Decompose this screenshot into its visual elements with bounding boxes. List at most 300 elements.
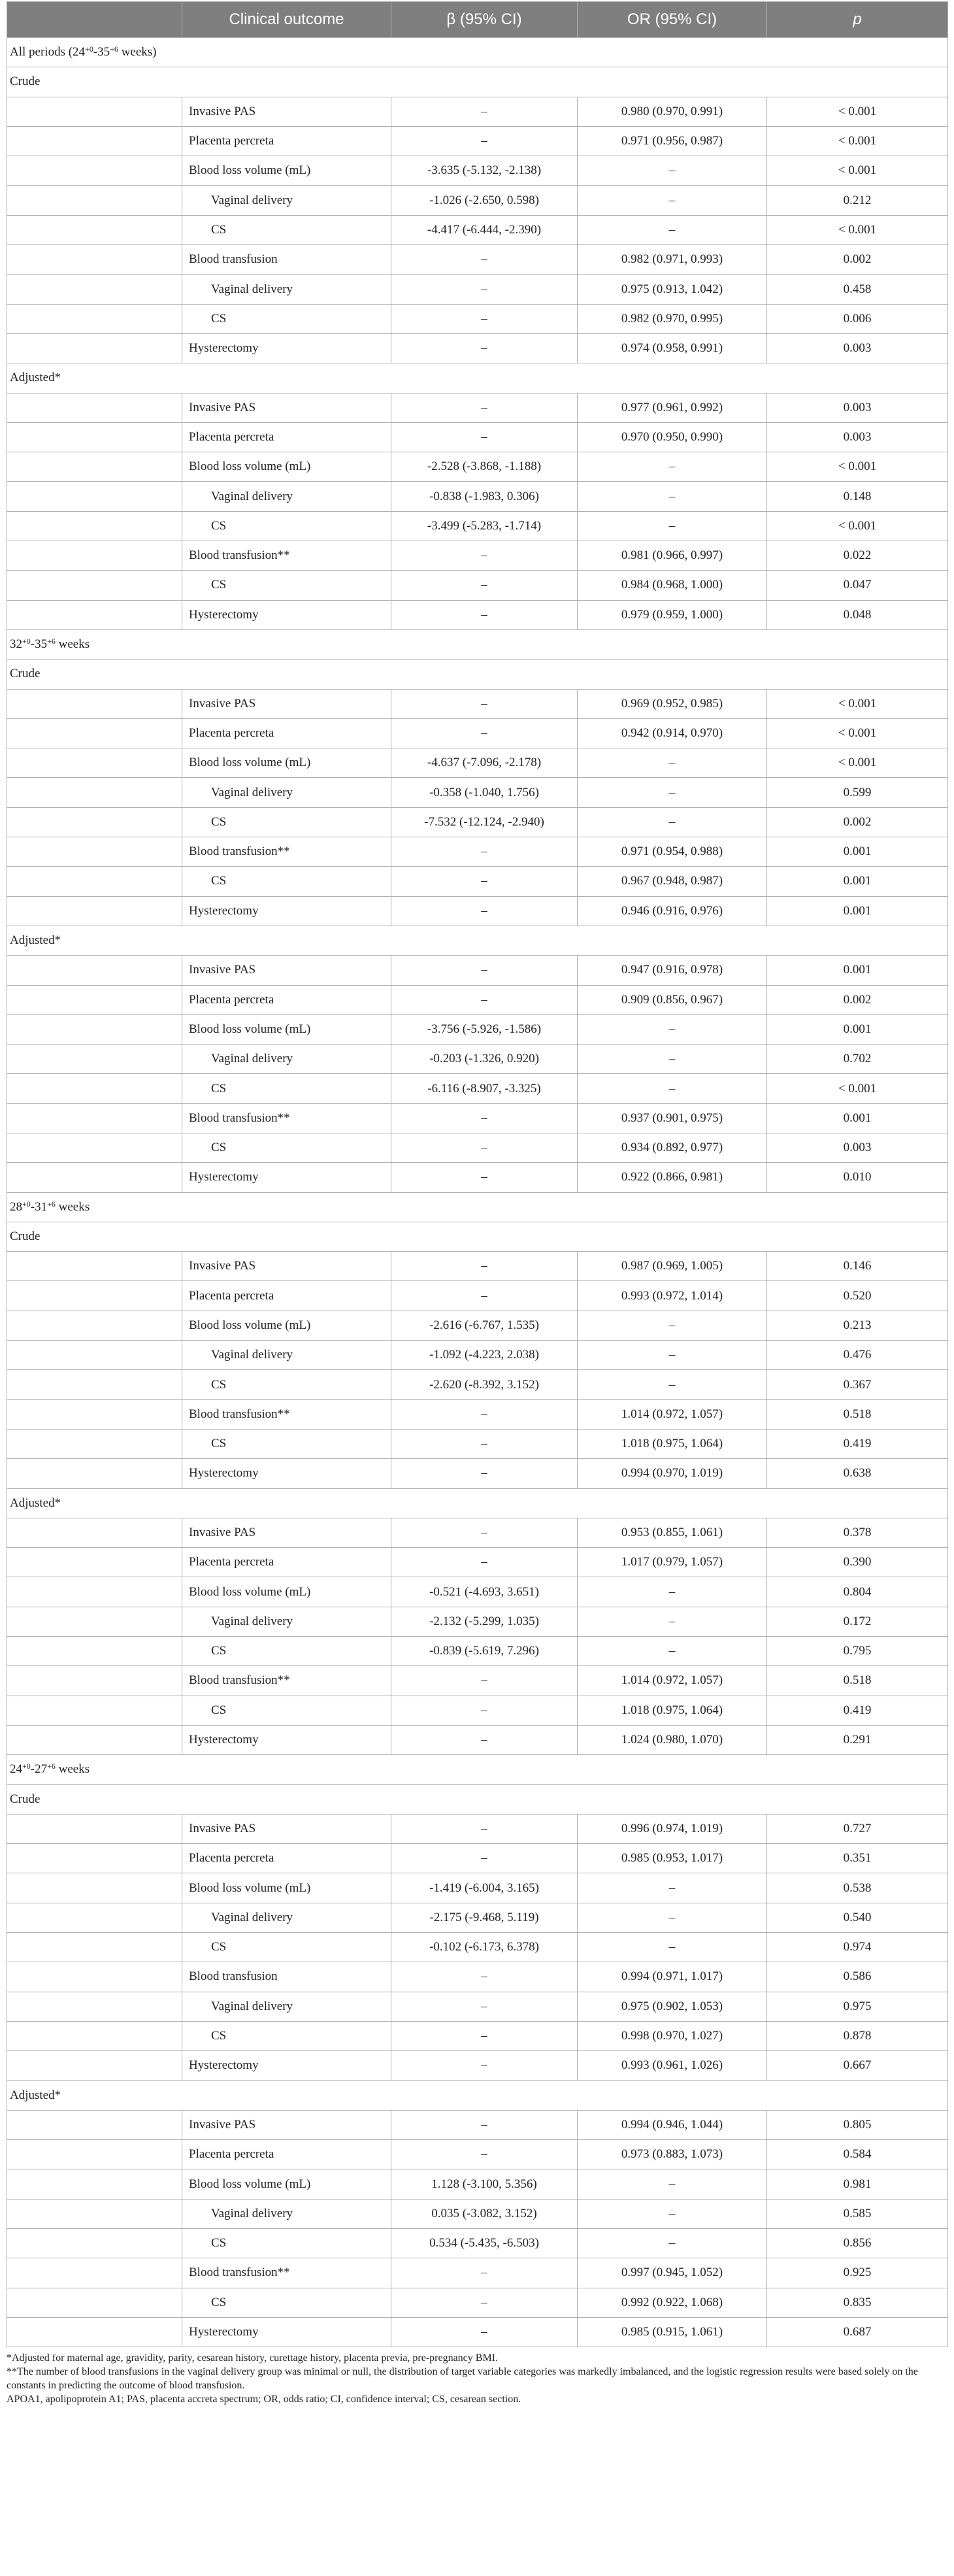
or-cell: – xyxy=(578,511,767,541)
row-indent-cell xyxy=(7,2169,182,2199)
table-row xyxy=(7,1873,948,1903)
or-cell: 0.993 (0.972, 1.014) xyxy=(578,1281,767,1311)
or-cell: – xyxy=(578,156,767,186)
or-cell: 0.979 (0.959, 1.000) xyxy=(578,600,767,629)
outcome-cell: CS xyxy=(182,1696,391,1725)
p-value-cell: 0.003 xyxy=(767,333,948,363)
p-value-cell: 0.001 xyxy=(767,896,948,926)
p-value-cell: 0.599 xyxy=(767,778,948,807)
period-label: $32^{+0}-35^{+6}$ weeks xyxy=(7,629,948,659)
or-cell: 1.018 (0.975, 1.064) xyxy=(578,1429,767,1458)
table-row xyxy=(7,748,948,778)
row-indent-cell xyxy=(7,1045,182,1074)
row-indent-cell xyxy=(7,1399,182,1429)
model-header-row xyxy=(7,2081,948,2110)
table-row xyxy=(7,1341,948,1370)
or-cell: 0.909 (0.856, 0.967) xyxy=(578,985,767,1014)
row-indent-cell xyxy=(7,1311,182,1340)
row-indent-cell xyxy=(7,1873,182,1903)
or-cell: – xyxy=(578,1873,767,1903)
p-value-cell: 0.458 xyxy=(767,275,948,304)
beta-cell: – xyxy=(391,1459,578,1488)
table-row xyxy=(7,97,948,126)
row-indent-cell xyxy=(7,2199,182,2228)
or-cell: 0.994 (0.971, 1.017) xyxy=(578,1962,767,1992)
outcome-cell: Blood loss volume (mL) xyxy=(182,452,391,482)
p-value-cell: 0.419 xyxy=(767,1696,948,1725)
p-value-cell: 0.638 xyxy=(767,1459,948,1488)
or-cell: – xyxy=(578,1341,767,1370)
model-label: Adjusted* xyxy=(7,1488,948,1518)
beta-cell: -2.616 (-6.767, 1.535) xyxy=(391,1311,578,1340)
or-cell: 0.982 (0.970, 0.995) xyxy=(578,304,767,333)
outcome-cell: CS xyxy=(182,867,391,896)
row-indent-cell xyxy=(7,156,182,186)
table-row xyxy=(7,541,948,571)
table-body xyxy=(7,38,948,2347)
p-value-cell: 0.538 xyxy=(767,1873,948,1903)
row-indent-cell xyxy=(7,1992,182,2021)
p-value-cell: 0.419 xyxy=(767,1429,948,1458)
table-row xyxy=(7,186,948,215)
p-value-cell: 0.727 xyxy=(767,1814,948,1843)
outcome-cell: Vaginal delivery xyxy=(182,186,391,215)
beta-cell: – xyxy=(391,600,578,629)
row-indent-cell xyxy=(7,1577,182,1607)
row-indent-cell xyxy=(7,1163,182,1192)
beta-cell: 0.534 (-5.435, -6.503) xyxy=(391,2228,578,2258)
row-indent-cell xyxy=(7,1637,182,1666)
outcome-cell: Blood transfusion** xyxy=(182,541,391,571)
p-value-cell: 0.001 xyxy=(767,956,948,985)
table-row xyxy=(7,126,948,156)
p-value-cell: 0.805 xyxy=(767,2110,948,2139)
outcome-cell: Blood loss volume (mL) xyxy=(182,1873,391,1903)
row-indent-cell xyxy=(7,275,182,304)
page xyxy=(7,0,947,2406)
row-indent-cell xyxy=(7,985,182,1014)
outcome-cell: Invasive PAS xyxy=(182,1814,391,1843)
p-value-cell: 0.001 xyxy=(767,867,948,896)
model-label: Crude xyxy=(7,1222,948,1251)
beta-cell: – xyxy=(391,1992,578,2021)
table-row xyxy=(7,2228,948,2258)
row-indent-cell xyxy=(7,186,182,215)
table-row xyxy=(7,867,948,896)
row-indent-cell xyxy=(7,1696,182,1725)
table-row xyxy=(7,2021,948,2050)
p-value-cell: 0.048 xyxy=(767,600,948,629)
or-cell: 0.971 (0.956, 0.987) xyxy=(578,126,767,156)
beta-cell: -1.026 (-2.650, 0.598) xyxy=(391,186,578,215)
beta-cell: – xyxy=(391,985,578,1014)
or-cell: 0.922 (0.866, 0.981) xyxy=(578,1163,767,1192)
outcome-cell: Vaginal delivery xyxy=(182,2199,391,2228)
or-cell: – xyxy=(578,1607,767,1636)
p-value-cell: 0.586 xyxy=(767,1962,948,1992)
outcome-cell: Blood transfusion xyxy=(182,245,391,275)
outcome-cell: Invasive PAS xyxy=(182,393,391,422)
p-value-cell: 0.148 xyxy=(767,482,948,511)
p-value-cell: 0.002 xyxy=(767,807,948,837)
table-row xyxy=(7,985,948,1014)
beta-cell: – xyxy=(391,1429,578,1458)
outcome-cell: Blood loss volume (mL) xyxy=(182,1014,391,1044)
beta-cell: – xyxy=(391,1252,578,1281)
outcome-cell: Blood transfusion** xyxy=(182,837,391,867)
period-header-row xyxy=(7,1192,948,1222)
outcome-cell: CS xyxy=(182,807,391,837)
row-indent-cell xyxy=(7,896,182,926)
outcome-cell: Blood loss volume (mL) xyxy=(182,2169,391,2199)
table-row xyxy=(7,896,948,926)
period-label: $24^{+0}-27^{+6}$ weeks xyxy=(7,1755,948,1784)
outcome-cell: Invasive PAS xyxy=(182,689,391,718)
table-row xyxy=(7,1133,948,1162)
p-value-cell: < 0.001 xyxy=(767,689,948,718)
beta-cell: – xyxy=(391,571,578,600)
model-label: Crude xyxy=(7,67,948,97)
table-row xyxy=(7,1252,948,1281)
or-cell: 0.992 (0.922, 1.068) xyxy=(578,2288,767,2317)
beta-cell: – xyxy=(391,1103,578,1133)
p-value-cell: 0.001 xyxy=(767,837,948,867)
table-row xyxy=(7,1548,948,1577)
or-cell: – xyxy=(578,1370,767,1399)
row-indent-cell xyxy=(7,1607,182,1636)
outcome-cell: Placenta percreta xyxy=(182,422,391,452)
beta-cell: – xyxy=(391,867,578,896)
or-cell: 0.993 (0.961, 1.026) xyxy=(578,2051,767,2081)
beta-cell: – xyxy=(391,245,578,275)
table-row xyxy=(7,2199,948,2228)
p-value-cell: 0.518 xyxy=(767,1666,948,1696)
results-table xyxy=(7,1,948,2347)
p-value-cell: 0.146 xyxy=(767,1252,948,1281)
table-row xyxy=(7,837,948,867)
beta-cell: -3.756 (-5.926, -1.586) xyxy=(391,1014,578,1044)
row-indent-cell xyxy=(7,126,182,156)
beta-cell: – xyxy=(391,126,578,156)
row-indent-cell xyxy=(7,215,182,244)
or-cell: 0.967 (0.948, 0.987) xyxy=(578,867,767,896)
row-indent-cell xyxy=(7,837,182,867)
outcome-cell: CS xyxy=(182,304,391,333)
period-header-row xyxy=(7,629,948,659)
table-header xyxy=(7,2,948,38)
row-indent-cell xyxy=(7,333,182,363)
header-beta-ci: β (95% CI) xyxy=(391,2,578,38)
p-value-cell: 0.351 xyxy=(767,1844,948,1873)
model-label: Adjusted* xyxy=(7,2081,948,2110)
table-row xyxy=(7,1903,948,1932)
or-cell: 0.994 (0.946, 1.044) xyxy=(578,2110,767,2139)
row-indent-cell xyxy=(7,97,182,126)
row-indent-cell xyxy=(7,748,182,778)
table-row xyxy=(7,1103,948,1133)
beta-cell: – xyxy=(391,275,578,304)
or-cell: – xyxy=(578,2199,767,2228)
model-header-row xyxy=(7,660,948,689)
or-cell: 0.994 (0.970, 1.019) xyxy=(578,1459,767,1488)
or-cell: 0.937 (0.901, 0.975) xyxy=(578,1103,767,1133)
or-cell: 1.024 (0.980, 1.070) xyxy=(578,1725,767,1754)
beta-cell: – xyxy=(391,1281,578,1311)
outcome-cell: Invasive PAS xyxy=(182,1252,391,1281)
table-row xyxy=(7,1844,948,1873)
p-value-cell: 0.003 xyxy=(767,1133,948,1162)
table-row xyxy=(7,422,948,452)
or-cell: 0.970 (0.950, 0.990) xyxy=(578,422,767,452)
table-row xyxy=(7,1607,948,1636)
p-value-cell: < 0.001 xyxy=(767,126,948,156)
beta-cell: – xyxy=(391,2051,578,2081)
row-indent-cell xyxy=(7,1459,182,1488)
or-cell: 0.975 (0.902, 1.053) xyxy=(578,1992,767,2021)
or-cell: – xyxy=(578,1074,767,1103)
outcome-cell: Invasive PAS xyxy=(182,1518,391,1547)
beta-cell: – xyxy=(391,1696,578,1725)
p-value-cell: 0.540 xyxy=(767,1903,948,1932)
p-value-cell: 0.010 xyxy=(767,1163,948,1192)
outcome-cell: Invasive PAS xyxy=(182,956,391,985)
row-indent-cell xyxy=(7,1548,182,1577)
model-label: Crude xyxy=(7,1784,948,1814)
or-cell: 0.996 (0.974, 1.019) xyxy=(578,1814,767,1843)
table-row xyxy=(7,1992,948,2021)
table-row xyxy=(7,393,948,422)
outcome-cell: CS xyxy=(182,571,391,600)
beta-cell: -6.116 (-8.907, -3.325) xyxy=(391,1074,578,1103)
outcome-cell: Invasive PAS xyxy=(182,97,391,126)
beta-cell: -7.532 (-12.124, -2.940) xyxy=(391,807,578,837)
p-value-cell: 0.022 xyxy=(767,541,948,571)
beta-cell: – xyxy=(391,689,578,718)
or-cell: – xyxy=(578,2228,767,2258)
outcome-cell: Hysterectomy xyxy=(182,1163,391,1192)
outcome-cell: Placenta percreta xyxy=(182,126,391,156)
table-row xyxy=(7,156,948,186)
row-indent-cell xyxy=(7,482,182,511)
outcome-cell: Hysterectomy xyxy=(182,1725,391,1754)
table-row xyxy=(7,571,948,600)
table-row xyxy=(7,1045,948,1074)
p-value-cell: 0.925 xyxy=(767,2258,948,2288)
row-indent-cell xyxy=(7,2110,182,2139)
table-row xyxy=(7,1933,948,1962)
row-indent-cell xyxy=(7,1281,182,1311)
row-indent-cell xyxy=(7,689,182,718)
table-row xyxy=(7,2258,948,2288)
row-indent-cell xyxy=(7,867,182,896)
p-value-cell: 0.002 xyxy=(767,245,948,275)
row-indent-cell xyxy=(7,1814,182,1843)
beta-cell: -3.635 (-5.132, -2.138) xyxy=(391,156,578,186)
table-row xyxy=(7,2110,948,2139)
outcome-cell: Vaginal delivery xyxy=(182,1992,391,2021)
outcome-cell: CS xyxy=(182,2288,391,2317)
or-cell: – xyxy=(578,807,767,837)
or-cell: 0.946 (0.916, 0.976) xyxy=(578,896,767,926)
outcome-cell: Blood loss volume (mL) xyxy=(182,748,391,778)
beta-cell: -0.358 (-1.040, 1.756) xyxy=(391,778,578,807)
beta-cell: -1.092 (-4.223, 2.038) xyxy=(391,1341,578,1370)
row-indent-cell xyxy=(7,1341,182,1370)
row-indent-cell xyxy=(7,2051,182,2081)
footnote-transfusion: **The number of blood transfusions in the vaginal delivery group was minimal or null, the distribution of target variable categories was markedly imbalanced, and the logistic regression results were based solely on the constants in predicting the outcome of blood transfusion. xyxy=(7,2366,918,2392)
table-row xyxy=(7,1014,948,1044)
or-cell: 1.014 (0.972, 1.057) xyxy=(578,1666,767,1696)
or-cell: 0.953 (0.855, 1.061) xyxy=(578,1518,767,1547)
table-row xyxy=(7,482,948,511)
row-indent-cell xyxy=(7,2021,182,2050)
table-row xyxy=(7,956,948,985)
row-indent-cell xyxy=(7,600,182,629)
p-value-cell: 0.172 xyxy=(767,1607,948,1636)
table-row xyxy=(7,2317,948,2347)
beta-cell: – xyxy=(391,333,578,363)
header-row xyxy=(7,2,948,38)
or-cell: 0.982 (0.971, 0.993) xyxy=(578,245,767,275)
outcome-cell: CS xyxy=(182,1637,391,1666)
model-header-row xyxy=(7,363,948,393)
row-indent-cell xyxy=(7,1903,182,1932)
row-indent-cell xyxy=(7,807,182,837)
or-cell: – xyxy=(578,748,767,778)
outcome-cell: CS xyxy=(182,1933,391,1962)
p-value-cell: 0.291 xyxy=(767,1725,948,1754)
outcome-cell: Vaginal delivery xyxy=(182,275,391,304)
p-value-cell: < 0.001 xyxy=(767,1074,948,1103)
table-footnotes xyxy=(7,2351,947,2406)
outcome-cell: CS xyxy=(182,1429,391,1458)
beta-cell: -0.838 (-1.983, 0.306) xyxy=(391,482,578,511)
p-value-cell: 0.047 xyxy=(767,571,948,600)
or-cell: – xyxy=(578,2169,767,2199)
beta-cell: -4.417 (-6.444, -2.390) xyxy=(391,215,578,244)
table-row xyxy=(7,275,948,304)
outcome-cell: Vaginal delivery xyxy=(182,482,391,511)
beta-cell: – xyxy=(391,1666,578,1696)
or-cell: 1.018 (0.975, 1.064) xyxy=(578,1696,767,1725)
beta-cell: – xyxy=(391,1518,578,1547)
beta-cell: – xyxy=(391,2021,578,2050)
table-row xyxy=(7,1459,948,1488)
outcome-cell: Blood transfusion** xyxy=(182,1103,391,1133)
or-cell: – xyxy=(578,482,767,511)
model-label: Crude xyxy=(7,660,948,689)
period-header-row xyxy=(7,38,948,67)
beta-cell: -2.620 (-8.392, 3.152) xyxy=(391,1370,578,1399)
outcome-cell: Hysterectomy xyxy=(182,600,391,629)
outcome-cell: Vaginal delivery xyxy=(182,1607,391,1636)
outcome-cell: Blood transfusion** xyxy=(182,1666,391,1696)
period-label: All periods ($24^{+0}-35^{+6}$ weeks) xyxy=(7,38,948,67)
or-cell: 0.977 (0.961, 0.992) xyxy=(578,393,767,422)
outcome-cell: CS xyxy=(182,511,391,541)
row-indent-cell xyxy=(7,511,182,541)
outcome-cell: Blood loss volume (mL) xyxy=(182,1311,391,1340)
outcome-cell: Blood loss volume (mL) xyxy=(182,1577,391,1607)
table-row xyxy=(7,2140,948,2169)
beta-cell: – xyxy=(391,1133,578,1162)
model-label: Adjusted* xyxy=(7,363,948,393)
row-indent-cell xyxy=(7,2317,182,2347)
p-value-cell: 0.213 xyxy=(767,1311,948,1340)
outcome-cell: Placenta percreta xyxy=(182,2140,391,2169)
beta-cell: -0.203 (-1.326, 0.920) xyxy=(391,1045,578,1074)
p-value-cell: < 0.001 xyxy=(767,452,948,482)
beta-cell: – xyxy=(391,97,578,126)
beta-cell: -2.175 (-9.468, 5.119) xyxy=(391,1903,578,1932)
or-cell: 0.985 (0.915, 1.061) xyxy=(578,2317,767,2347)
model-header-row xyxy=(7,1488,948,1518)
row-indent-cell xyxy=(7,1933,182,1962)
or-cell: 0.973 (0.883, 1.073) xyxy=(578,2140,767,2169)
p-value-cell: 0.390 xyxy=(767,1548,948,1577)
outcome-cell: Blood transfusion xyxy=(182,1962,391,1992)
or-cell: – xyxy=(578,1933,767,1962)
beta-cell: – xyxy=(391,1548,578,1577)
or-cell: 0.975 (0.913, 1.042) xyxy=(578,275,767,304)
p-value-cell: 0.667 xyxy=(767,2051,948,2081)
row-indent-cell xyxy=(7,956,182,985)
row-indent-cell xyxy=(7,304,182,333)
p-value-cell: 0.476 xyxy=(767,1341,948,1370)
p-value-cell: < 0.001 xyxy=(767,97,948,126)
outcome-cell: Blood transfusion** xyxy=(182,1399,391,1429)
row-indent-cell xyxy=(7,1370,182,1399)
table-row xyxy=(7,333,948,363)
outcome-cell: Blood transfusion** xyxy=(182,2258,391,2288)
beta-cell: -3.499 (-5.283, -1.714) xyxy=(391,511,578,541)
table-row xyxy=(7,1370,948,1399)
table-row xyxy=(7,1281,948,1311)
period-label: $28^{+0}-31^{+6}$ weeks xyxy=(7,1192,948,1222)
p-value-cell: 0.001 xyxy=(767,1014,948,1044)
row-indent-cell xyxy=(7,393,182,422)
or-cell: 0.974 (0.958, 0.991) xyxy=(578,333,767,363)
or-cell: 1.017 (0.979, 1.057) xyxy=(578,1548,767,1577)
table-row xyxy=(7,1725,948,1754)
table-row xyxy=(7,689,948,718)
row-indent-cell xyxy=(7,422,182,452)
p-value-cell: < 0.001 xyxy=(767,156,948,186)
table-row xyxy=(7,215,948,244)
outcome-cell: Hysterectomy xyxy=(182,896,391,926)
or-cell: – xyxy=(578,452,767,482)
beta-cell: -2.528 (-3.868, -1.188) xyxy=(391,452,578,482)
outcome-cell: CS xyxy=(182,1133,391,1162)
p-value-cell: < 0.001 xyxy=(767,511,948,541)
outcome-cell: Hysterectomy xyxy=(182,333,391,363)
p-value-cell: 0.878 xyxy=(767,2021,948,2050)
row-indent-cell xyxy=(7,1074,182,1103)
or-cell: – xyxy=(578,1045,767,1074)
p-value-cell: 0.974 xyxy=(767,1933,948,1962)
or-cell: – xyxy=(578,1577,767,1607)
beta-cell: – xyxy=(391,1399,578,1429)
table-row xyxy=(7,511,948,541)
table-row xyxy=(7,245,948,275)
table-row xyxy=(7,1163,948,1192)
outcome-cell: Placenta percreta xyxy=(182,718,391,748)
row-indent-cell xyxy=(7,245,182,275)
table-row xyxy=(7,1429,948,1458)
beta-cell: – xyxy=(391,2317,578,2347)
p-value-cell: 0.702 xyxy=(767,1045,948,1074)
table-row xyxy=(7,600,948,629)
